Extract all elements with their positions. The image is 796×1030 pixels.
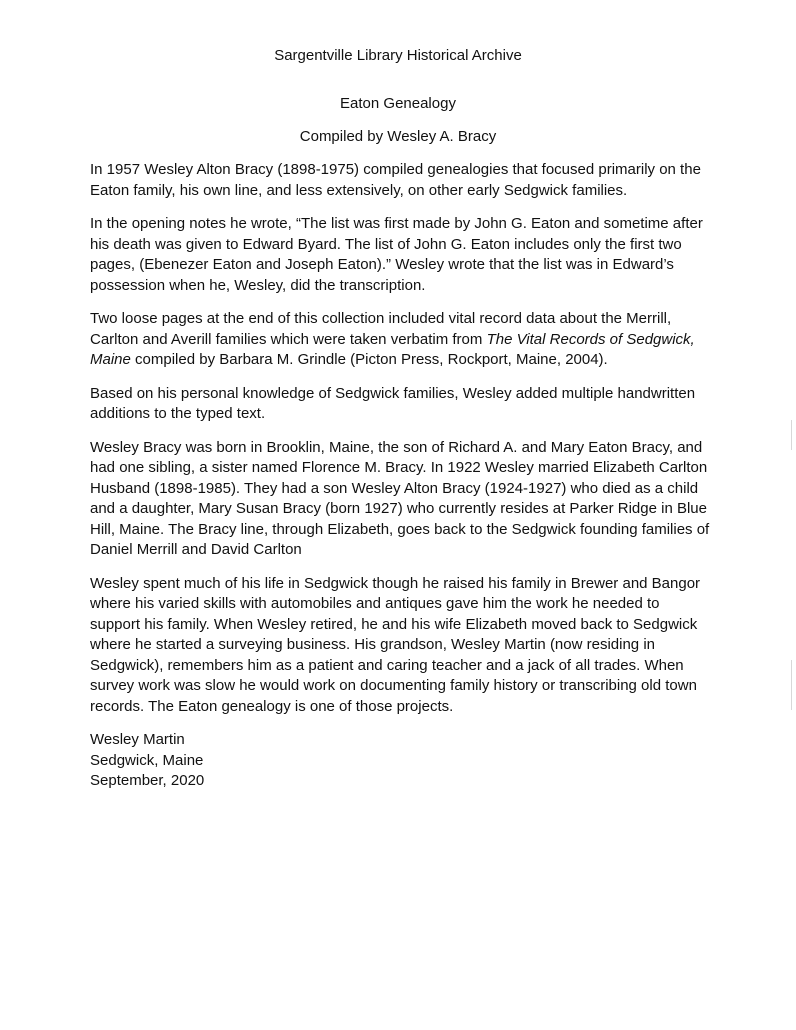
paragraph-handwritten-additions: Based on his personal knowledge of Sedgwick families, Wesley added multiple handwritten additions to the typed text. — [90, 384, 696, 422]
signature-name: Wesley Martin — [90, 731, 185, 748]
signature-date: September, 2020 — [90, 772, 205, 789]
paragraph-biography: Wesley Bracy was born in Brooklin, Maine, the son of Richard A. and Mary Eaton Bracy, and had one sibling, a sister named Florence M. Bracy. In 1922 Wesley married Elizabeth Carlton Husband (1898-1985). They had a son Wesley Alton Bracy (1924-1927) who died as a child and a daughter, Mary Susan Bracy (born 1927) who currently resides at Parker Ridge in Blue Hill, Maine. The Bracy line, through Elizabeth, goes back to the Sedgwick founding families of Daniel Merrill and David Carlton — [90, 438, 710, 558]
book-title-citation: The Vital Records of Sedgwick, Maine — [90, 330, 695, 368]
loose-pages-text-start: Two loose pages at the end of this collection included vital record data about the Merrill, Carlton and Averill families which were taken verbatim from — [90, 310, 672, 348]
paragraph-later-life: Wesley spent much of his life in Sedgwick though he raised his family in Brewer and Bangor where his varied skills with automobiles and antiques gave him the work he needed to support his family. When Wesley retired, he and his wife Elizabeth moved back to Sedgwick where he started a surveying business. His grandson, Wesley Martin (now residing in Sedgwick), remembers him as a patient and caring teacher and a jack of all trades. When survey work was slow he would work on documenting family history or transcribing old town records. The Eaton genealogy is one of those projects. — [90, 574, 701, 715]
document-title: Eaton Genealogy — [340, 95, 456, 112]
paragraph-intro: In 1957 Wesley Alton Bracy (1898-1975) compiled genealogies that focused primarily on the Eaton family, his own line, and less extensively, on other early Sedgwick families. — [90, 161, 701, 199]
scan-artifact-mark — [791, 660, 792, 710]
scan-artifact-mark — [791, 420, 792, 450]
loose-pages-text-end: compiled by Barbara M. Grindle (Picton Press, Rockport, Maine, 2004). — [130, 351, 608, 368]
compiled-by-line: Compiled by Wesley A. Bracy — [299, 128, 497, 145]
signature-block — [90, 730, 710, 792]
archive-heading: Sargentville Library Historical Archive — [274, 47, 522, 64]
paragraph-loose-pages — [90, 309, 710, 371]
document-body — [90, 160, 710, 792]
paragraph-opening-notes: In the opening notes he wrote, “The list was first made by John G. Eaton and sometime after his death was given to Edward Byard. The list of John G. Eaton includes only the first two pages, (Ebenezer Eaton and Joseph Eaton).” Wesley wrote that the list was in Edward’s possession when he, Wesley, did the transcription. — [90, 215, 703, 294]
signature-place: Sedgwick, Maine — [90, 751, 204, 769]
